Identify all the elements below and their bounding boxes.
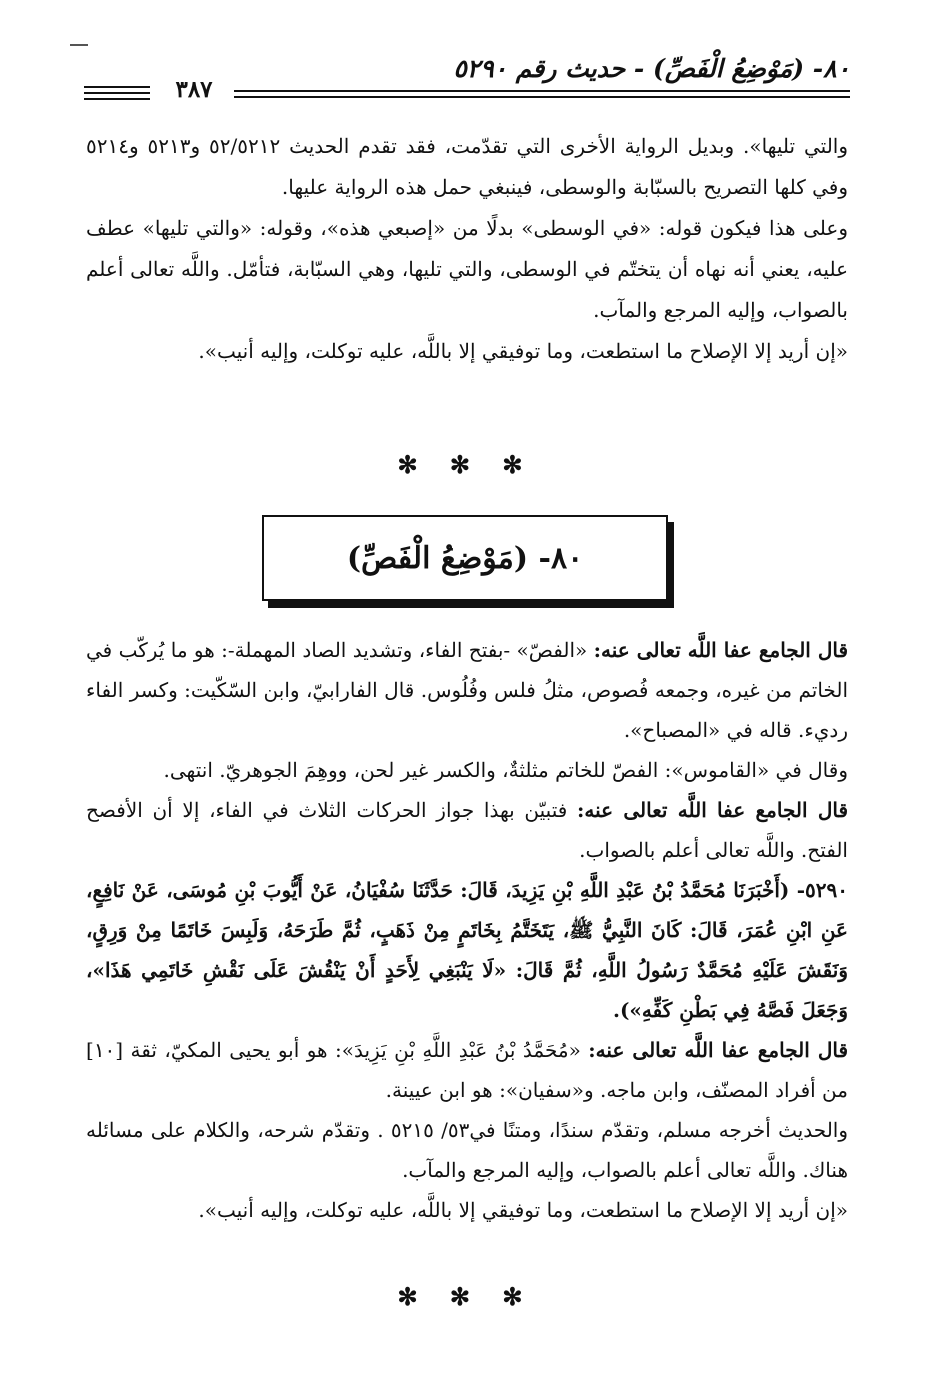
- author-remark-lead: قال الجامع عفا اللَّه تعالى عنه:: [593, 638, 848, 662]
- section-separator: ✻ ✻ ✻: [397, 1282, 535, 1311]
- header-rule-top: [234, 90, 850, 92]
- closing-supplication: «إن أريد إلا الإصلاح ما استطعت، وما توفيقي إلا باللَّه، عليه توكلت، وإليه أنيب».: [198, 339, 848, 363]
- section-separator: ✻ ✻ ✻: [397, 450, 535, 479]
- paragraph: وقال في «القاموس»: الفصّ للخاتم مثلثةٌ، والكسر غير لحن، ووهِمَ الجوهريّ. انتهى.: [163, 758, 848, 782]
- paragraph: وعلى هذا فيكون قوله: «في الوسطى» بدلًا من «إصبعي هذه»، وقوله: «والتي تليها» عطف عليه، يعني أنه نهاه أن يتختّم في الوسطى، والتي تليها، وهي السبّابة، فتأمّل. واللَّه تعالى أعلم بالصواب، وإليه المرجع والمآب.: [86, 216, 848, 322]
- hadith-text: ٥٢٩٠- (أَخْبَرَنَا مُحَمَّدُ بْنُ عَبْدِ اللَّهِ بْنِ يَزِيدَ، قَالَ: حَدَّثَنَا سُفْيَانُ، عَنْ أَيُّوبَ بْنِ مُوسَى، عَنْ نَافِعٍ، عَنِ ابْنِ عُمَرَ، قَالَ: كَانَ النَّبِيُّ ﷺ، يَتَخَتَّمُ بِخَاتَمٍ مِنْ ذَهَبٍ، ثُمَّ طَرَحَهُ، وَلَبِسَ خَاتَمًا مِنْ وَرِقٍ، وَنَقَشَ عَلَيْهِ مُحَمَّدٌ رَسُولُ اللَّهِ، ثُمَّ قَالَ: «لَا يَنْبَغِي لِأَحَدٍ أَنْ يَنْقُشَ عَلَى نَقْشِ خَاتَمِي هَذَا»، وَجَعَلَ فَصَّهُ فِي بَطْنِ كَفِّهِ»).: [86, 878, 848, 1022]
- paragraph: [86, 790, 848, 870]
- paragraph-text: فتبيّن بهذا جواز الحركات الثلاث في الفاء، إلا أن الأفصح الفتح. واللَّه تعالى أعلم بالصواب.: [86, 798, 848, 862]
- paragraph: [86, 1030, 848, 1110]
- page-number: ٣٨٧: [175, 76, 213, 103]
- author-remark-lead: قال الجامع عفا اللَّه تعالى عنه:: [577, 798, 848, 822]
- chapter-heading-box: [262, 515, 668, 601]
- closing-supplication: «إن أريد إلا الإصلاح ما استطعت، وما توفيقي إلا باللَّه، عليه توكلت، وإليه أنيب».: [198, 1198, 848, 1222]
- page-number-rule-3: [84, 98, 150, 100]
- corner-mark: [70, 44, 88, 46]
- page-header: [84, 52, 850, 108]
- paragraph: والتي تليها». وبديل الرواية الأخرى التي تقدّمت، فقد تقدم الحديث ٥٢/٥٢١٢ و٥٢١٣ و٥٢١٤ وفي كلها التصريح بالسبّابة والوسطى، فينبغي حمل هذه الرواية عليها.: [86, 134, 848, 199]
- page-number-rule-2: [84, 92, 150, 94]
- paragraph-text: «مُحَمَّدُ بْنُ عَبْدِ اللَّهِ بْنِ يَزِيدَ»: هو أبو يحيى المكيّ، ثقة [١٠] من أفراد المصنّف، وابن ماجه. و«سفيان»: هو ابن عيينة.: [86, 1038, 848, 1102]
- chapter-title: ٨٠- (مَوْضِعُ الْفَصِّ): [346, 540, 584, 576]
- author-remark-lead: قال الجامع عفا اللَّه تعالى عنه:: [588, 1038, 849, 1062]
- paragraph-text: «الفصّ» -بفتح الفاء، وتشديد الصاد المهملة-: هو ما يُركّب في الخاتم من غيره، وجمعه فُصوص، مثلُ فلس وفُلُوس. قال الفارابيّ، وابن السّكّيت: وكسر الفاء رديء. قاله في «المصباح».: [86, 638, 848, 742]
- running-title: ٨٠- (مَوْضِعُ الْفَصِّ) - حديث رقم ٥٢٩٠: [453, 54, 850, 83]
- paragraph: [86, 630, 848, 750]
- continued-text: [86, 126, 848, 372]
- page-number-rule-1: [84, 86, 150, 88]
- paragraph: والحديث أخرجه مسلم، وتقدّم سندًا، ومتنًا في٥٣/ ٥٢١٥ . وتقدّم شرحه، والكلام على مسائله هناك. واللَّه تعالى أعلم بالصواب، وإليه المرجع والمآب.: [86, 1118, 848, 1182]
- header-rule-bottom: [234, 96, 850, 98]
- chapter-text: [86, 630, 848, 1230]
